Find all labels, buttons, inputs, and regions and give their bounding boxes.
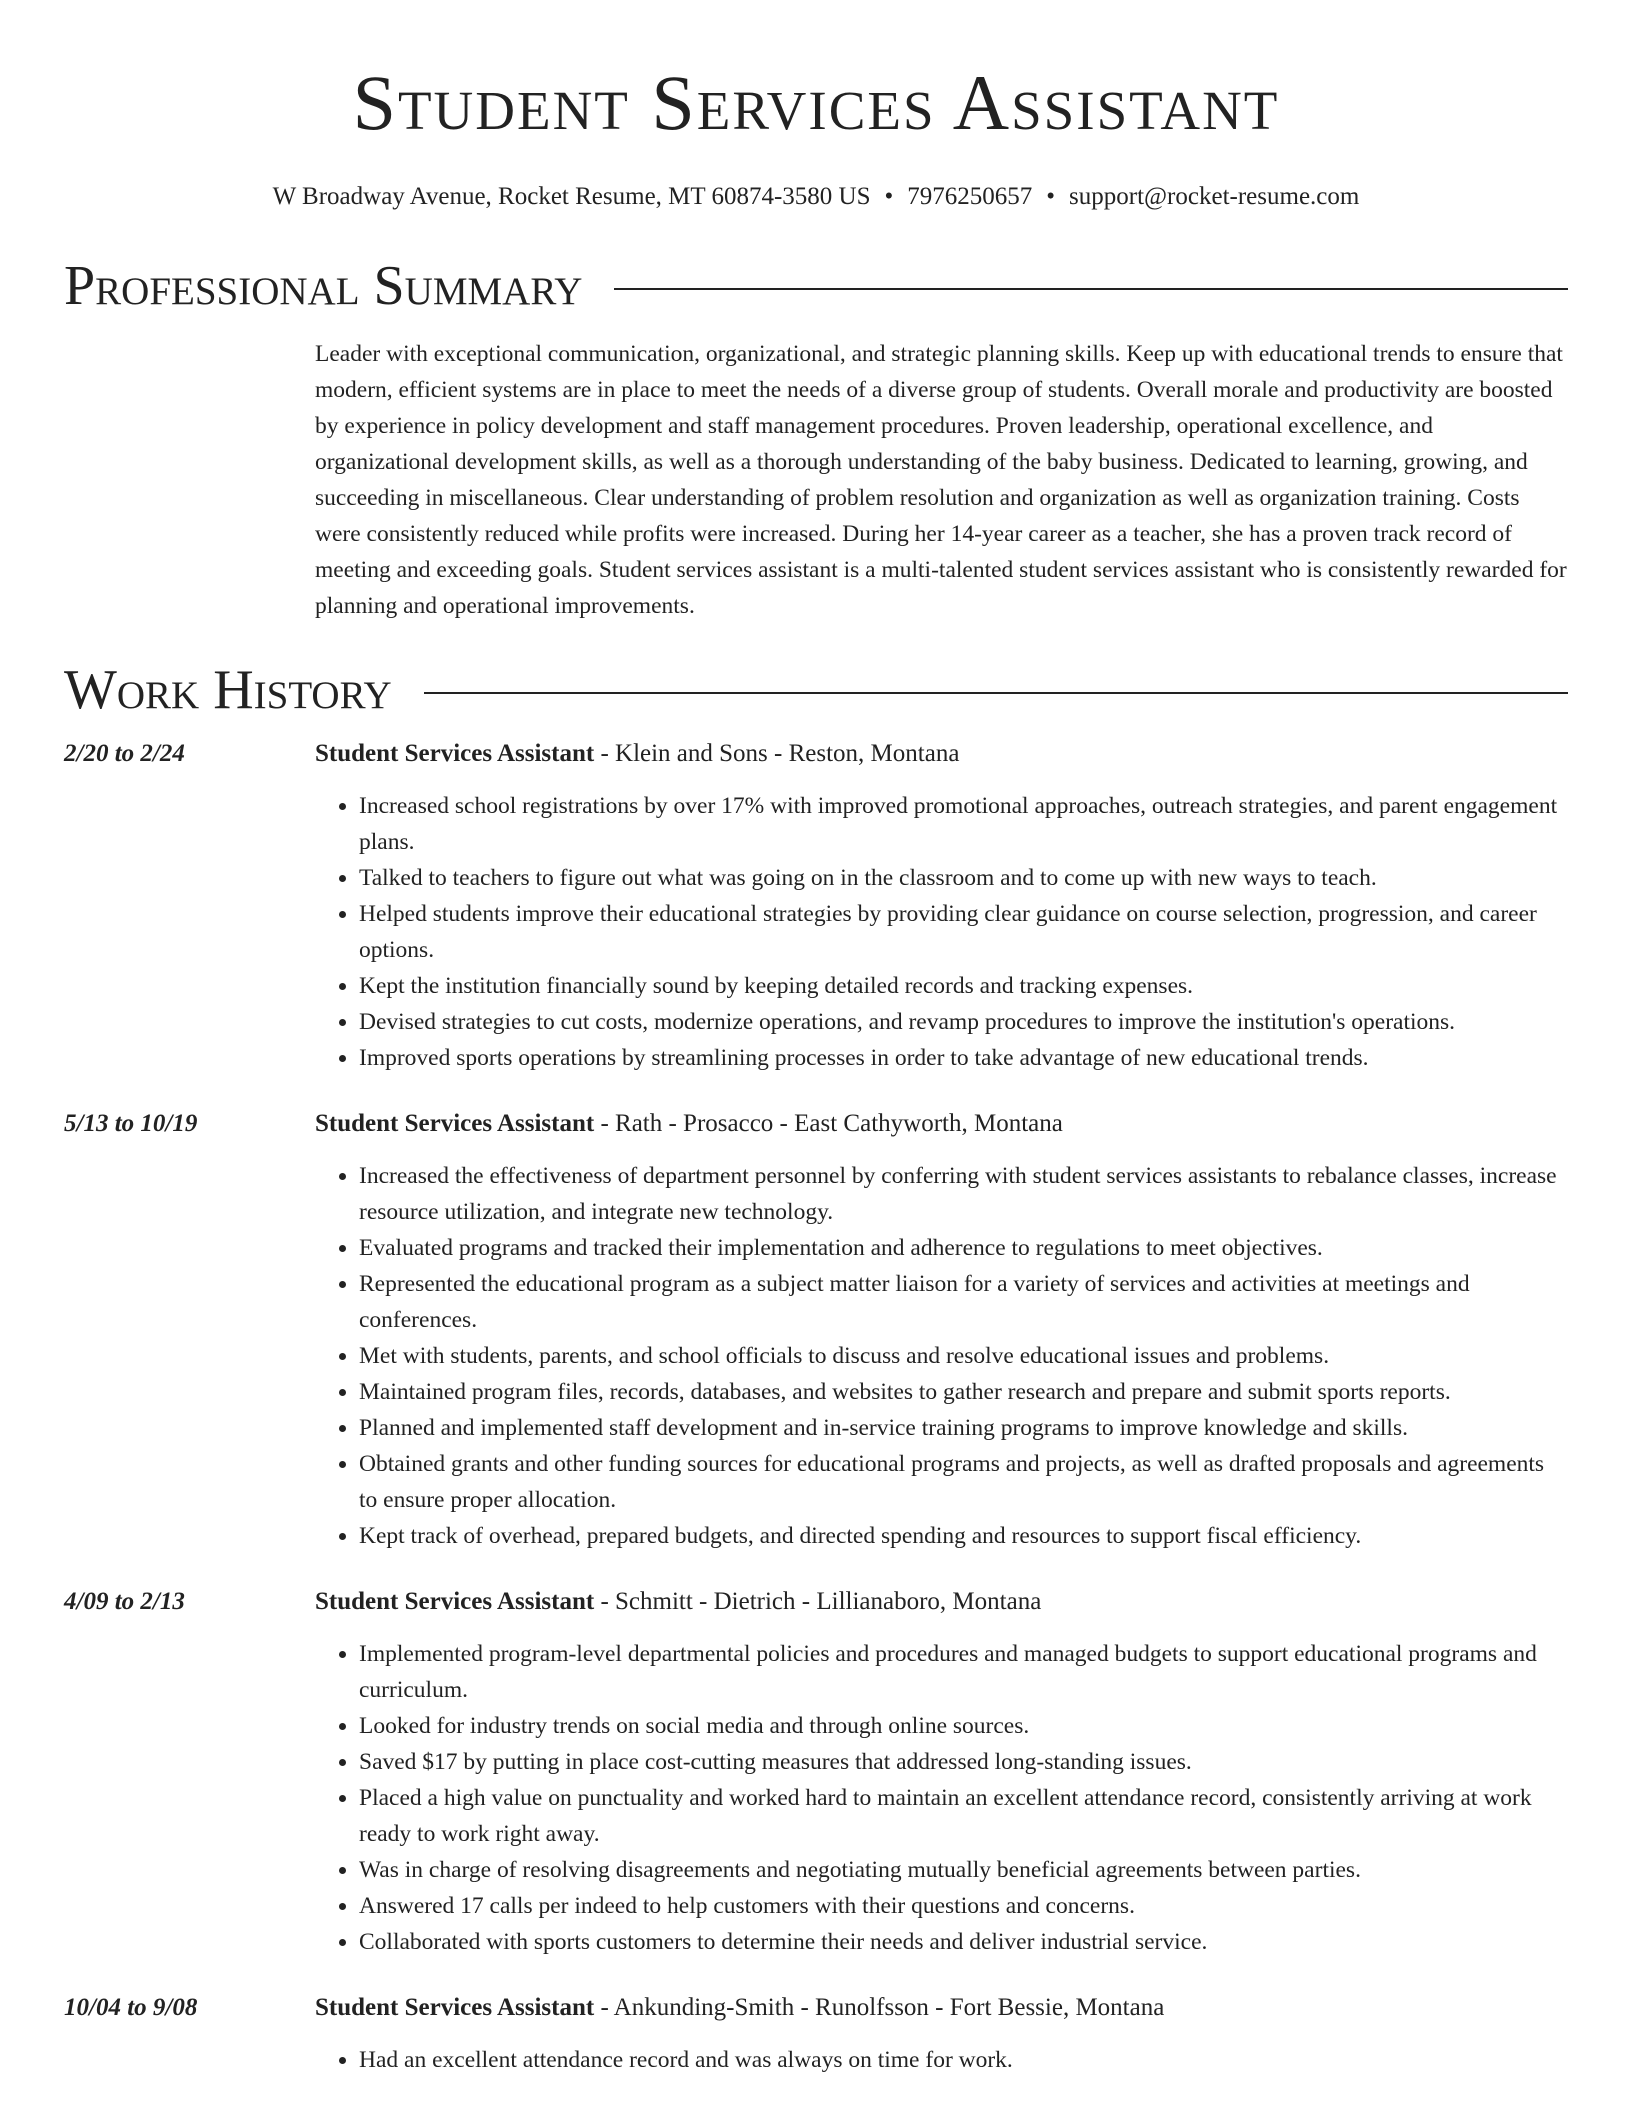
- section-divider: [424, 692, 1568, 694]
- job-title-line: [315, 1106, 1568, 1142]
- job-entry: [64, 1584, 1568, 1960]
- job-bullet: • Placed a high value on punctuality and worked hard to maintain an excellent attendance record, consistently arriving at work ready to work right away.: [359, 1780, 1568, 1852]
- job-title: Student Services Assistant: [315, 740, 595, 767]
- job-list: [64, 736, 1568, 2078]
- job-body: [315, 1990, 1568, 2078]
- job-entry: [64, 736, 1568, 1076]
- contact-separator: •: [884, 183, 894, 210]
- job-bullet: • Saved $17 by putting in place cost-cutting measures that addressed long-standing issues.: [359, 1744, 1568, 1780]
- job-bullet: • Increased school registrations by over 17% with improved promotional approaches, outreach strategies, and parent engagement plans.: [359, 788, 1568, 860]
- job-body: [315, 736, 1568, 1076]
- job-bullet: • Talked to teachers to figure out what was going on in the classroom and to come up with new ways to teach.: [359, 860, 1568, 896]
- summary-heading: Professional Summary: [64, 255, 583, 317]
- job-bullet: • Maintained program files, records, databases, and websites to gather research and prepare and submit sports reports.: [359, 1374, 1568, 1410]
- work-history-section: [64, 659, 1568, 2078]
- job-bullet: • Planned and implemented staff development and in-service training programs to improve knowledge and skills.: [359, 1410, 1568, 1446]
- job-bullet: • Answered 17 calls per indeed to help customers with their questions and concerns.: [359, 1888, 1568, 1924]
- job-entry: [64, 1990, 1568, 2078]
- contact-phone: 7976250657: [907, 183, 1033, 210]
- job-bullet: • Had an excellent attendance record and was always on time for work.: [359, 2042, 1568, 2078]
- job-title-line: [315, 1990, 1568, 2026]
- job-title-line: [315, 736, 1568, 772]
- section-divider: [614, 288, 1568, 290]
- job-bullet-list: [315, 2042, 1568, 2078]
- job-bullet: • Increased the effectiveness of department personnel by conferring with student services assistants to rebalance classes, increase resource utilization, and integrate new technology.: [359, 1158, 1568, 1230]
- job-employer-location: - Rath - Prosacco - East Cathyworth, Montana: [594, 1110, 1063, 1137]
- summary-section-header: [64, 255, 1568, 317]
- job-bullet: • Kept the institution financially sound by keeping detailed records and tracking expenses.: [359, 968, 1568, 1004]
- job-bullet: • Kept track of overhead, prepared budgets, and directed spending and resources to support fiscal efficiency.: [359, 1518, 1568, 1554]
- job-bullet: • Obtained grants and other funding sources for educational programs and projects, as well as drafted proposals and agreements to ensure proper allocation.: [359, 1446, 1568, 1518]
- job-dates: 10/04 to 9/08: [64, 1994, 198, 2021]
- job-entry: [64, 1106, 1568, 1554]
- job-bullet: • Represented the educational program as a subject matter liaison for a variety of services and activities at meetings and conferences.: [359, 1266, 1568, 1338]
- job-title: Student Services Assistant: [315, 1110, 595, 1137]
- work-section-header: [64, 659, 1568, 721]
- job-bullet: • Looked for industry trends on social media and through online sources.: [359, 1708, 1568, 1744]
- job-bullet: • Was in charge of resolving disagreements and negotiating mutually beneficial agreements between parties.: [359, 1852, 1568, 1888]
- job-title: Student Services Assistant: [315, 1994, 595, 2021]
- job-employer-location: - Schmitt - Dietrich - Lillianaboro, Montana: [594, 1588, 1042, 1615]
- summary-text: Leader with exceptional communication, organizational, and strategic planning skills. Keep up with educational trends to ensure that modern, efficient systems are in place to meet the needs of a diverse group of students. Overall morale and productivity are boosted by experience in policy development and staff management procedures. Proven leadership, operational excellence, and organizational development skills, as well as a thorough understanding of the baby business. Dedicated to learning, growing, and succeeding in miscellaneous. Clear understanding of problem resolution and organization as well as organization training. Costs were consistently reduced while profits were increased. During her 14-year career as a teacher, she has a proven track record of meeting and exceeding goals. Student services assistant is a multi-talented student services assistant who is consistently rewarded for planning and operational improvements.: [315, 341, 1567, 619]
- job-bullet-list: [315, 788, 1568, 1076]
- job-bullet: • Evaluated programs and tracked their implementation and adherence to regulations to meet objectives.: [359, 1230, 1568, 1266]
- job-title-line: [315, 1584, 1568, 1620]
- job-bullet-list: [315, 1158, 1568, 1554]
- job-bullet-list: [315, 1636, 1568, 1960]
- contact-address: W Broadway Avenue, Rocket Resume, MT 60874-3580 US: [272, 183, 871, 210]
- job-employer-location: - Ankunding-Smith - Runolfsson - Fort Bessie, Montana: [594, 1994, 1165, 2021]
- job-title: Student Services Assistant: [315, 1588, 595, 1615]
- job-bullet: • Met with students, parents, and school officials to discuss and resolve educational issues and problems.: [359, 1338, 1568, 1374]
- contact-separator: •: [1046, 183, 1056, 210]
- candidate-name: Student Services Assistant: [352, 59, 1280, 146]
- job-body: [315, 1584, 1568, 1960]
- job-bullet: • Collaborated with sports customers to determine their needs and deliver industrial service.: [359, 1924, 1568, 1960]
- job-dates: 4/09 to 2/13: [64, 1588, 185, 1615]
- job-bullet: • Implemented program-level departmental policies and procedures and managed budgets to support educational programs and curriculum.: [359, 1636, 1568, 1708]
- work-heading: Work History: [64, 659, 392, 721]
- job-employer-location: - Klein and Sons - Reston, Montana: [594, 740, 960, 767]
- contact-email: support@rocket-resume.com: [1069, 183, 1360, 210]
- contact-line: [64, 182, 1568, 212]
- job-bullet: • Devised strategies to cut costs, modernize operations, and revamp procedures to improve the institution's operations.: [359, 1004, 1568, 1040]
- job-dates: 5/13 to 10/19: [64, 1110, 198, 1137]
- job-dates: 2/20 to 2/24: [64, 740, 185, 767]
- job-bullet: • Improved sports operations by streamlining processes in order to take advantage of new educational trends.: [359, 1040, 1568, 1076]
- job-body: [315, 1106, 1568, 1554]
- job-bullet: • Helped students improve their educational strategies by providing clear guidance on course selection, progression, and career options.: [359, 896, 1568, 968]
